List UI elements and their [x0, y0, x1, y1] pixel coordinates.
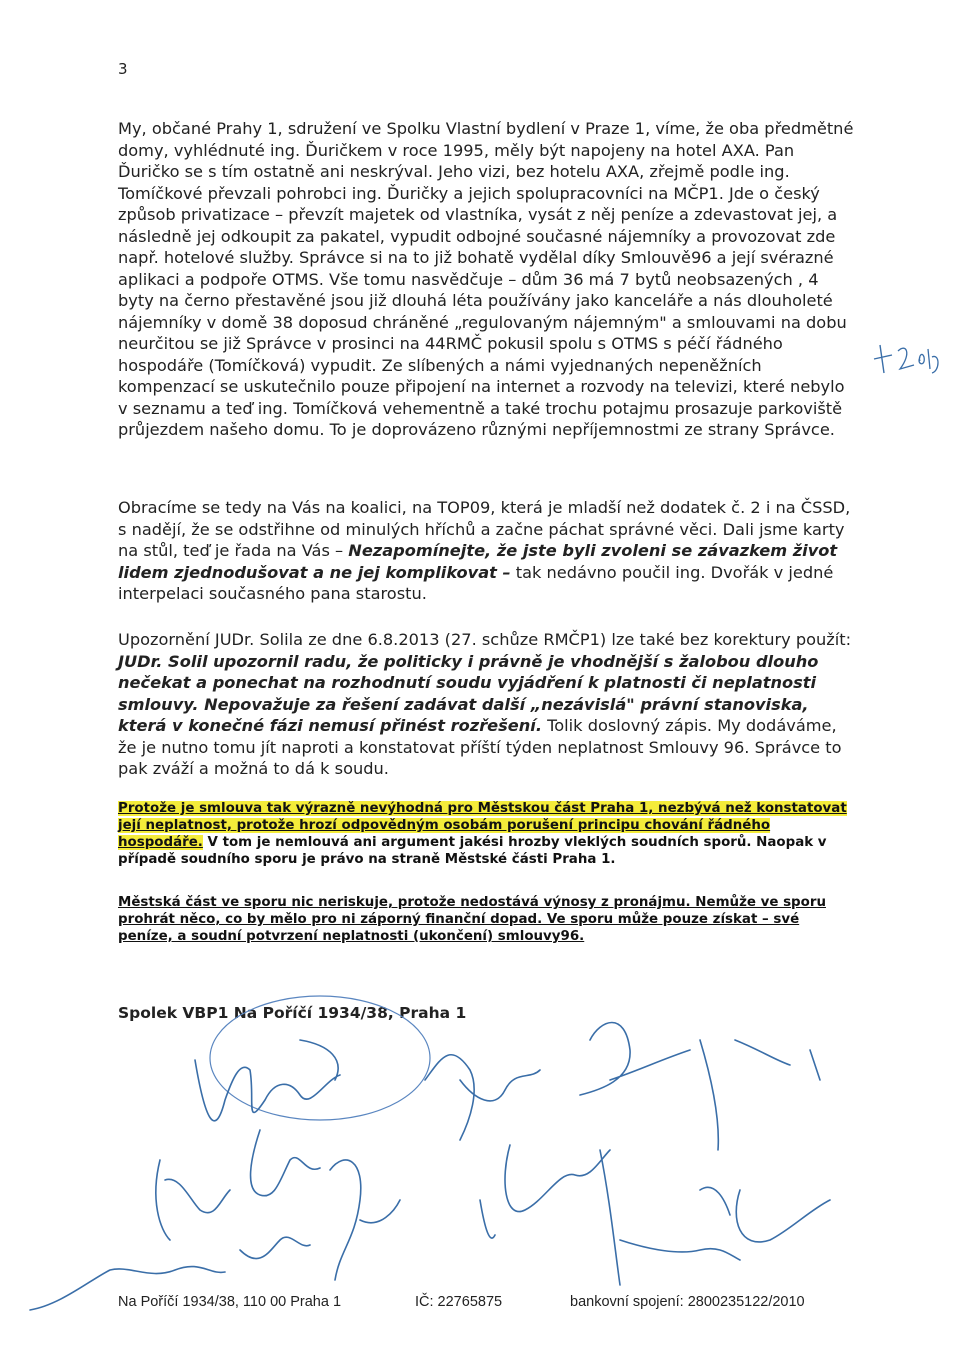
paragraph-2-emphasis: Nezapomínejte, že jste byli zvoleni se závazkem život lidem zjednodušovat a ne jej komplikovat – — [118, 541, 838, 582]
paragraph-3-start: Upozornění JUDr. Solila ze dne 6.8.2013 (27. schůze RMČP1) lze také bez korektury použít: — [118, 630, 852, 649]
paragraph-2 — [118, 497, 854, 605]
bold-block-1-rest: V tom je nemlouvá ani argument jakési hrozby vleklých soudních sporů. Naopak v případě soudního sporu je právo na straně Městské části Praha 1. — [118, 835, 827, 867]
paragraph-2-end: tak nedávno poučil ing. Dvořák v jedné interpelaci současného pana starostu. — [118, 562, 834, 603]
highlighted-statement: Protože je smlouva tak výrazně nevýhodná pro Městskou část Praha 1, nezbývá než konstatovat její neplatnost, protože hrozí odpovědným osobám porušení principu chování řádného hospodáře. — [118, 801, 847, 850]
bold-block-2: Městská část ve sporu nic neriskuje, protože nedostává výnosy z pronájmu. Nemůže ve sporu prohrát něco, co by mělo pro ni záporný finanční dopad. Ve sporu může pouze získat – své peníze, a soudní potvrzení neplatnosti (ukončení) smlouvy96. — [118, 895, 826, 944]
footer-address: Na Poříčí 1934/38, 110 00 Praha 1 — [118, 1294, 342, 1310]
paragraph-3 — [118, 629, 854, 780]
paragraph-2-start: Obracíme se tedy na Vás na koalici, na TOP09, která je mladší než dodatek č. 2 i na ČSSD, s nadějí, že se odstřihne od minulých hříchů a začne páchat správné věci. Dali jsme karty na stůl, teď je řada na Vás – — [118, 498, 851, 560]
margin-note-handwriting — [870, 335, 942, 380]
paragraph-3-emphasis: JUDr. Solil upozornil radu, že politicky i právně je vhodnější s žalobou dlouho nečekat a ponechat na rozhodnutí soudu vyjádření k platnosti či neplatnosti smlouvy. Nepovažuje za řešení zadávat další „nezávislá" právní stanoviska, která v konečné fázi nemusí přinést rozřešení. — [118, 651, 819, 735]
footer-ic: IČ: 22765875 — [415, 1294, 503, 1310]
page-number: 3 — [118, 60, 128, 78]
stamp-outline — [200, 988, 440, 1128]
signature-line: Spolek VBP1 Na Poříčí 1934/38, Praha 1 — [118, 1004, 467, 1022]
bold-block-1 — [118, 800, 858, 868]
footer-bank: bankovní spojení: 2800235122/2010 — [570, 1294, 805, 1310]
paragraph-1: My, občané Prahy 1, sdružení ve Spolku Vlastní bydlení v Praze 1, víme, že oba předmětné domy, vyhlédnuté ing. Ďuričkem v roce 1995, měly být napojeny na hotel AXA. Pan Ďuričko se s tím ostatně ani neskrýval. Jeho vizi, bez hotelu AXA, zřejmě podle ing. Tomíčkové převzali pohrobci ing. Ďuričky a jejich spolupracovníci na MČP1. Jde o český způsob privatizace – převzít majetek od vlastníka, vysát z něj peníze a zdevastovat jej, a následně jej odkoupit za pakatel, vypudit odbojné současné nájemníky a provozovat zde např. hotelové služby. Správce si na to již bohatě vydělal díky Smlouvě96 a její svérazné aplikaci a podpoře OTMS. Vše tomu nasvědčuje – dům 36 má 7 bytů neobsazených , 4 byty na černo přestavěné jsou již dlouhá léta používány jako kanceláře a nás dlouholeté nájemníky v domě 38 doposud chráněné „regulovaným nájemným" a smlouvami na dobu neurčitou se již Správce v prosinci na 44RMČ pokusil spolu s OTMS s péčí řádného hospodáře (Tomíčková) vypudit. Ze slíbených a námi vyjednaných nepeněžních kompenzací se uskutečnilo pouze připojení na internet a rozvody na televizi, které nebylo v seznamu a teď ing. Tomíčková vehementně a také trochu potajmu prosazuje parkoviště průjezdem našeho domu. To je doprovázeno různými nepříjemnostmi ze strany Správce. — [118, 119, 854, 439]
paragraph-3-end: Tolik doslovný zápis. My dodáváme, že je nutno tomu jít naproti a konstatovat příští týden neplatnost Smlouvy 96. Správce to pak zváží a možná to dá k soudu. — [118, 716, 842, 778]
